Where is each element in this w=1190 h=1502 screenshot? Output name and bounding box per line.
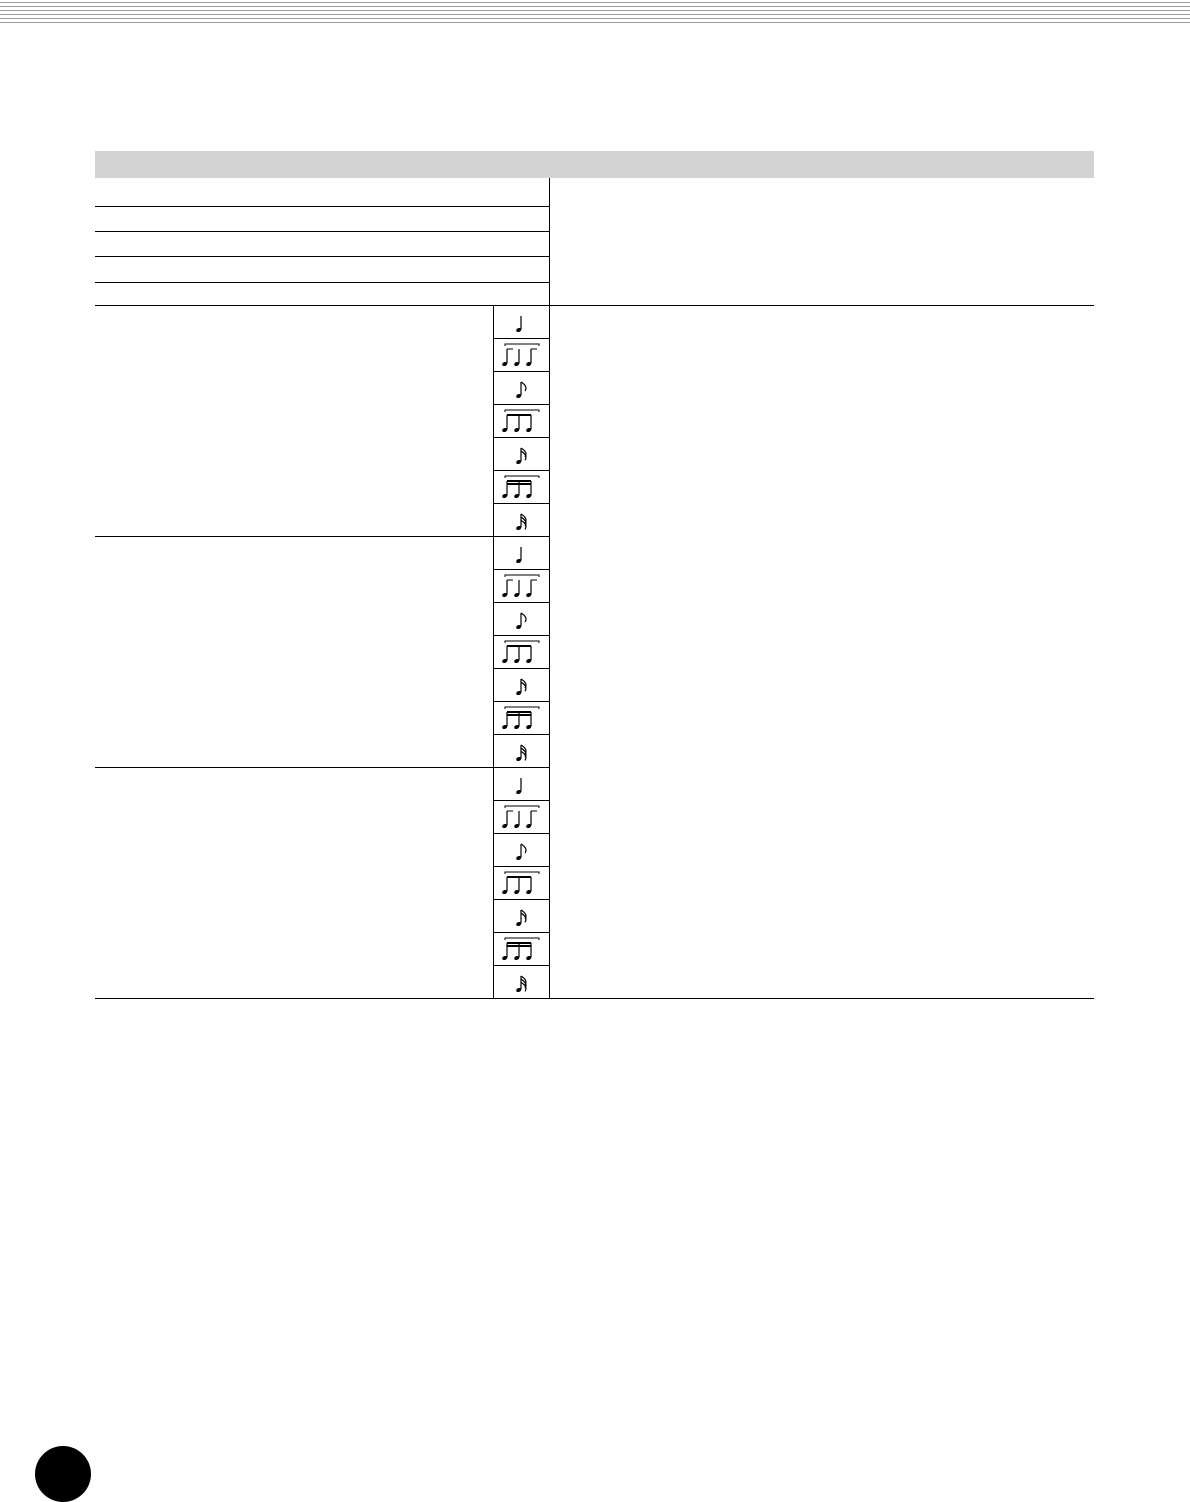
note-cell (493, 767, 549, 800)
page-number-badge (35, 1446, 91, 1502)
note-cell (493, 536, 549, 569)
group-separator (95, 536, 550, 537)
note-cell (493, 635, 549, 668)
note-cell (493, 404, 549, 437)
note-cell (493, 371, 549, 404)
note-cell (493, 338, 549, 371)
quarter-note-triplet-icon (497, 802, 545, 832)
eighth-note-icon (497, 605, 545, 633)
thirty-second-note-icon (497, 506, 545, 534)
thirty-second-note-icon (497, 737, 545, 765)
eighth-note-icon (497, 836, 545, 864)
eighth-note-triplet-icon (497, 868, 545, 898)
quarter-note-triplet-icon (497, 340, 545, 370)
note-cell (493, 503, 549, 536)
note-cell (493, 866, 549, 899)
top-section-row-line (95, 206, 549, 207)
note-cell (493, 701, 549, 734)
quarter-note-triplet-icon (497, 571, 545, 601)
eighth-note-icon (497, 374, 545, 402)
note-cell (493, 965, 549, 998)
eighth-note-triplet-icon (497, 637, 545, 667)
note-cell (493, 437, 549, 470)
note-cell (493, 305, 549, 338)
note-cell (493, 800, 549, 833)
note-cell (493, 833, 549, 866)
note-column-right-border (549, 536, 550, 767)
note-cell (493, 470, 549, 503)
table-bottom-line (95, 998, 1094, 999)
table-header-bar (95, 151, 1094, 178)
thirty-second-note-icon (497, 968, 545, 996)
note-cell (493, 668, 549, 701)
note-column-right-border (549, 767, 550, 998)
top-section-row-line (95, 282, 549, 283)
top-section-row-line (95, 256, 549, 257)
quarter-note-icon (497, 308, 545, 336)
note-cell (493, 932, 549, 965)
note-cell (493, 734, 549, 767)
sixteenth-note-icon (497, 671, 545, 699)
note-column-right-border (549, 305, 550, 536)
sixteenth-note-triplet-icon (497, 934, 545, 964)
sixteenth-note-icon (497, 440, 545, 468)
group-separator (95, 767, 550, 768)
sixteenth-note-icon (497, 902, 545, 930)
sixteenth-note-triplet-icon (497, 472, 545, 502)
page-header-rules (0, 0, 1190, 26)
quarter-note-icon (497, 539, 545, 567)
sixteenth-note-triplet-icon (497, 703, 545, 733)
note-cell (493, 602, 549, 635)
section-separator (95, 305, 1094, 306)
note-cell (493, 569, 549, 602)
top-section-row-line (95, 231, 549, 232)
eighth-note-triplet-icon (497, 406, 545, 436)
note-cell (493, 899, 549, 932)
top-section-divider (549, 178, 550, 305)
quarter-note-icon (497, 770, 545, 798)
